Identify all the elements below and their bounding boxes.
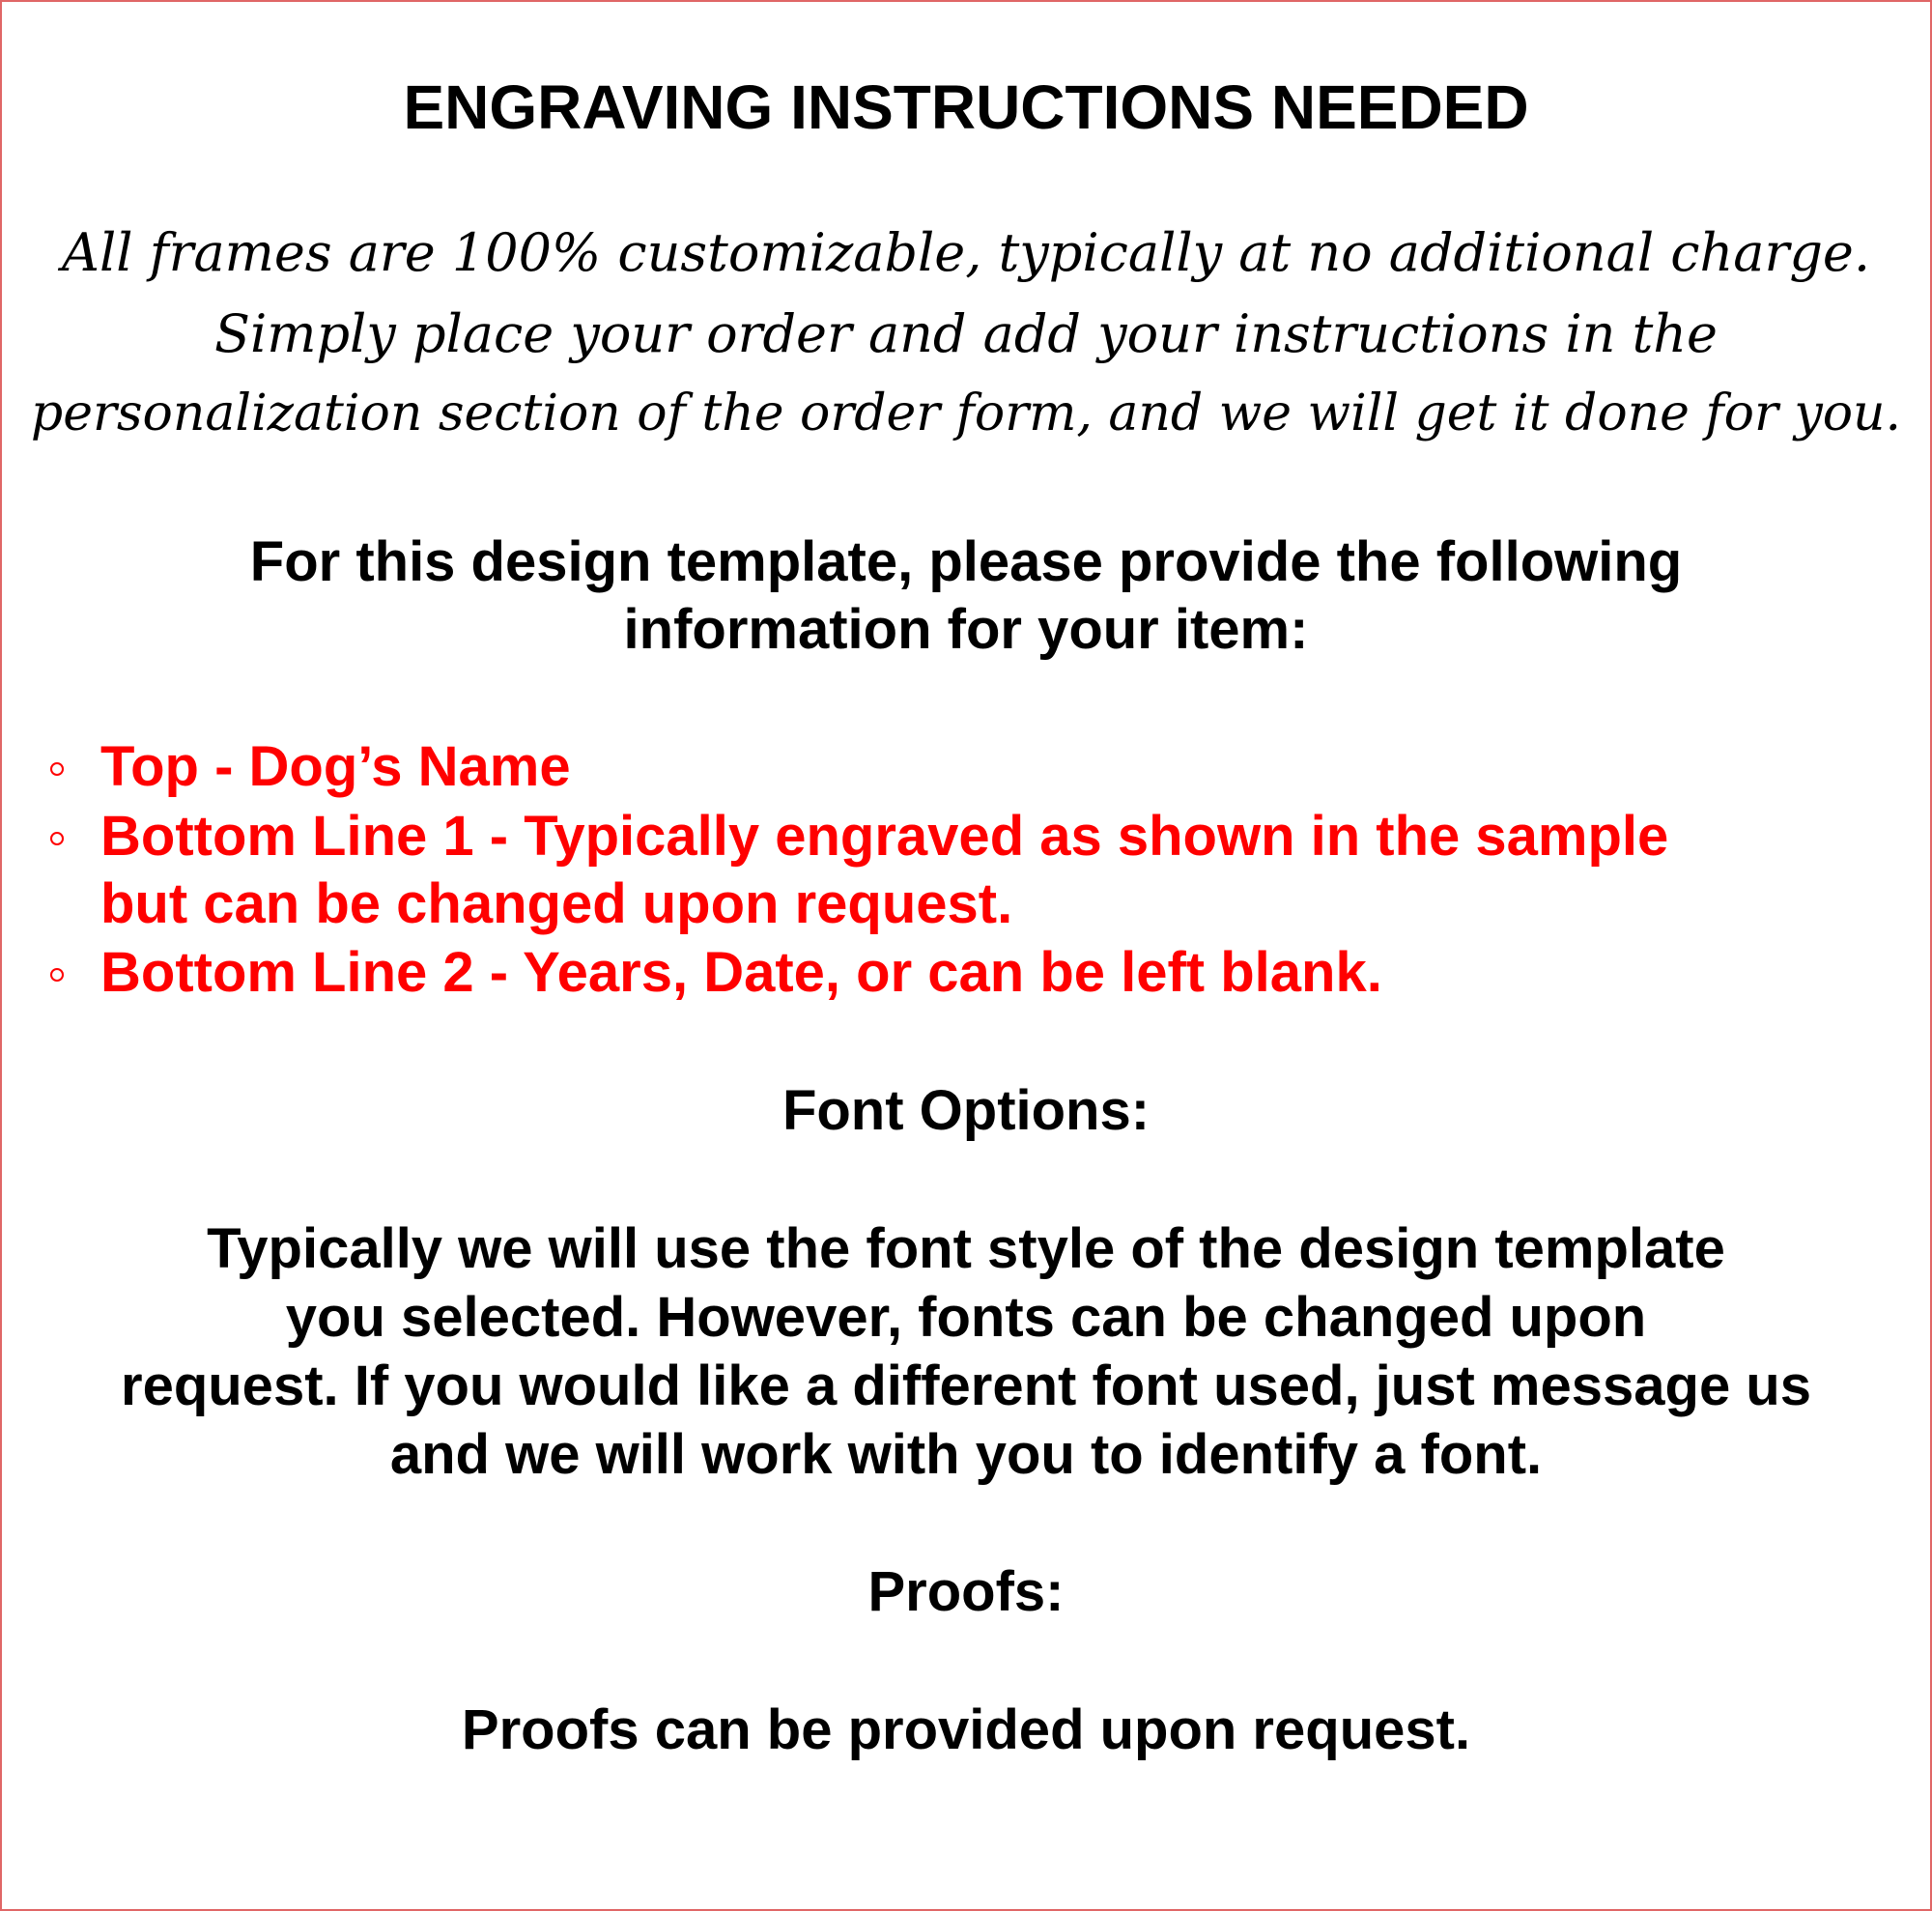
request-line-1: For this design template, please provide the following [249, 530, 1683, 593]
font-options-heading: Font Options: [781, 1079, 1151, 1142]
bullet-icon [50, 968, 64, 982]
font-options-line-4: and we will work with you to identify a font. [389, 1423, 1543, 1486]
list-item-bottom-line-1-continued: but can be changed upon request. [100, 872, 1013, 935]
bullet-icon [50, 762, 64, 776]
list-item-bottom-line-1: Bottom Line 1 - Typically engraved as shown in the sample [100, 805, 1669, 868]
intro-line-1: All frames are 100% customizable, typically at no additional charge. [61, 222, 1871, 283]
font-options-line-3: request. If you would like a different font used, just message us [121, 1355, 1811, 1417]
list-item-bottom-line-2: Bottom Line 2 - Years, Date, or can be left blank. [100, 941, 1382, 1004]
proofs-text: Proofs can be provided upon request. [461, 1698, 1471, 1761]
page-title: ENGRAVING INSTRUCTIONS NEEDED [403, 72, 1529, 142]
list-item-top: Top - Dog’s Name [100, 735, 571, 798]
proofs-heading: Proofs: [867, 1560, 1065, 1623]
request-line-2: information for your item: [623, 598, 1309, 661]
bullet-icon [50, 832, 64, 845]
font-options-line-1: Typically we will use the font style of the design template [207, 1217, 1725, 1280]
font-options-line-2: you selected. However, fonts can be changed upon [285, 1286, 1647, 1349]
intro-line-2: Simply place your order and add your instructions in the [213, 303, 1719, 364]
intro-line-3: personalization section of the order form, and we will get it done for you. [30, 385, 1902, 442]
